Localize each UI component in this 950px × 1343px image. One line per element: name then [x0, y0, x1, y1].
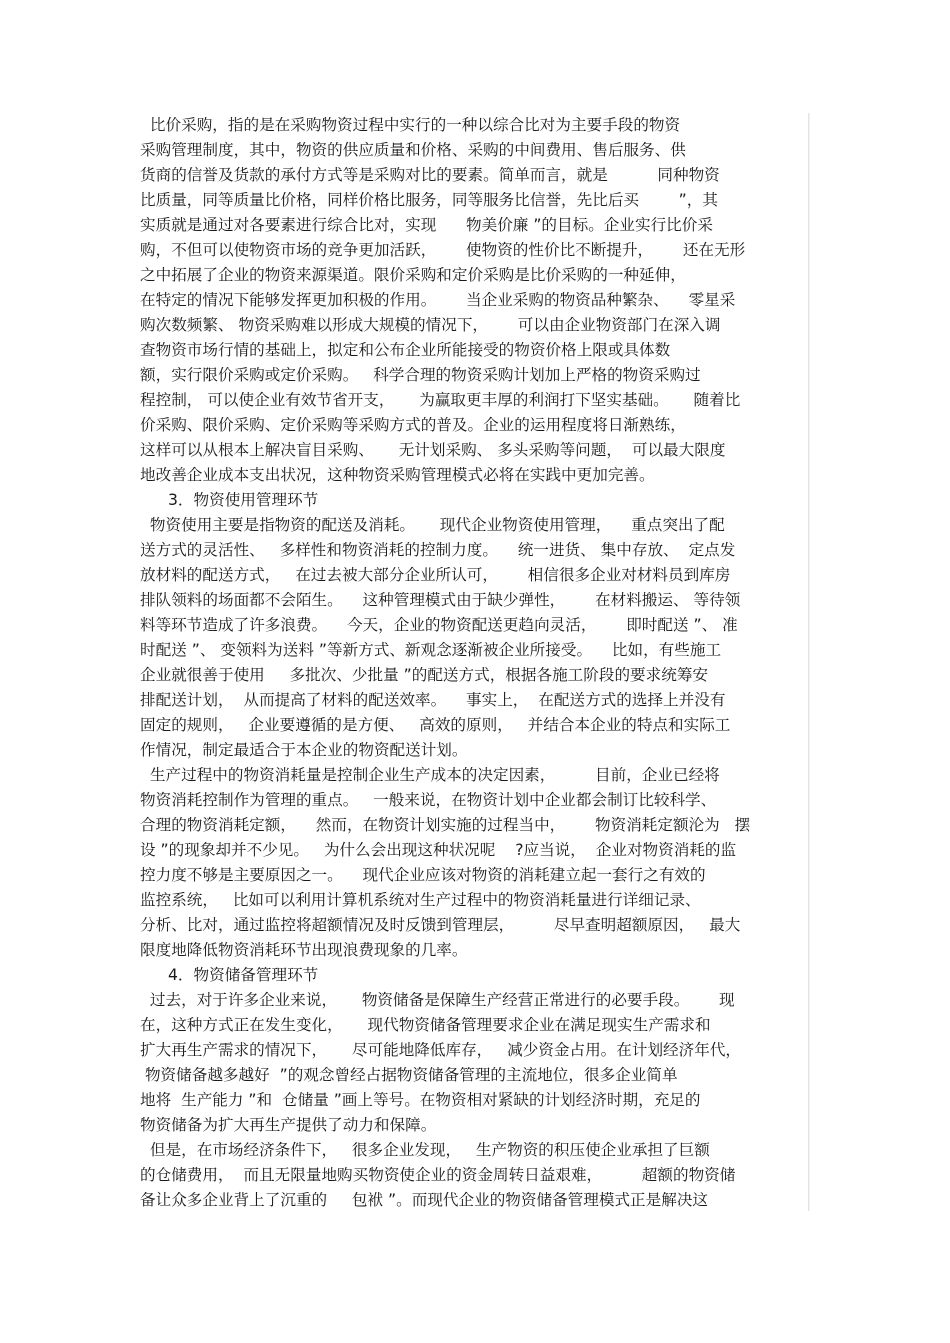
- text-line: 物资消耗控制作为管理的重点。 一般来说，在物资计划中企业都会制订比较科学、: [140, 791, 717, 809]
- text-line: 地将 生产能力 ”和 仓储量 ”画上等号。在物资相对紧缺的计划经济时期，充足的: [140, 1091, 701, 1109]
- text-line: 固定的规则， 企业要遵循的是方便、 高效的原则， 并结合本企业的特点和实际工: [140, 716, 731, 734]
- text-line: 排配送计划， 从而提高了材料的配送效率。 事实上， 在配送方式的选择上并没有: [140, 691, 726, 709]
- text-line: 查物资市场行情的基础上，拟定和公布企业所能接受的物资价格上限或具体数: [140, 341, 671, 359]
- text-line: 排队领料的场面都不会陌生。 这种管理模式由于缺少弹性， 在材料搬运、 等待领: [140, 591, 741, 609]
- text-line: 限度地降低物资消耗环节出现浪费现象的几率。: [140, 941, 468, 959]
- section-heading: 3．物资使用管理环节: [168, 491, 319, 509]
- text-line: 作情况，制定最适合于本企业的物资配送计划。: [140, 741, 468, 759]
- text-line: 物资储备越多越好 ”的观念曾经占据物资储备管理的主流地位，很多企业简单: [140, 1066, 678, 1084]
- text-line: 比质量，同等质量比价格，同样价格比服务，同等服务比信誉，先比后买 ”，其: [140, 191, 718, 209]
- text-line: 过去，对于许多企业来说， 物资储备是保障生产经营正常进行的必要手段。 现: [140, 991, 735, 1009]
- text-line: 备让众多企业背上了沉重的 包袱 ”。而现代企业的物资储备管理模式正是解决这: [140, 1191, 709, 1209]
- text-line: 物资储备为扩大再生产提供了动力和保障。: [140, 1116, 437, 1134]
- document-page: [140, 113, 809, 1211]
- text-line: 分析、比对，通过监控将超额情况及时反馈到管理层， 尽早查明超额原因， 最大: [140, 916, 741, 934]
- text-line: 监控系统， 比如可以利用计算机系统对生产过程中的物资消耗量进行详细记录、: [140, 891, 701, 909]
- text-line: 地改善企业成本支出状况，这种物资采购管理模式必将在实践中更加完善。: [140, 466, 655, 484]
- text-line: 设 ”的现象却并不少见。 为什么会出现这种状况呢 ?应当说， 企业对物资消耗的监: [140, 841, 737, 859]
- text-line: 企业就很善于使用 多批次、少批量 ”的配送方式，根据各施工阶段的要求统筹安: [140, 666, 709, 684]
- text-line: 比价采购，指的是在采购物资过程中实行的一种以综合比对为主要手段的物资: [140, 116, 681, 134]
- text-line: 购次数频繁、 物资采购难以形成大规模的情况下， 可以由企业物资部门在深入调: [140, 316, 721, 334]
- text-line: 之中拓展了企业的物资来源渠道。限价采购和定价采购是比价采购的一种延伸，: [140, 266, 686, 284]
- text-line: 在特定的情况下能够发挥更加积极的作用。 当企业采购的物资品种繁杂、 零星采: [140, 291, 736, 309]
- text-line: 额，实行限价采购或定价采购。 科学合理的物资采购计划加上严格的物资采购过: [140, 366, 701, 384]
- text-line: 在，这种方式正在发生变化， 现代物资储备管理要求企业在满足现实生产需求和: [140, 1016, 711, 1034]
- text-line: 扩大再生产需求的情况下， 尽可能地降低库存， 减少资金占用。在计划经济年代，: [140, 1041, 742, 1059]
- text-line: 价采购、限价采购、定价采购等采购方式的普及。企业的运用程度将日渐熟练，: [140, 416, 686, 434]
- text-line: 的仓储费用， 而且无限量地购买物资使企业的资金周转日益艰难， 超额的物资储: [140, 1166, 736, 1184]
- text-line: 购，不但可以使物资市场的竞争更加活跃， 使物资的性价比不断提升， 还在无形: [140, 241, 746, 259]
- text-line: 放材料的配送方式， 在过去被大部分企业所认可， 相信很多企业对材料员到库房: [140, 566, 731, 584]
- text-line: 但是，在市场经济条件下， 很多企业发现， 生产物资的积压使企业承担了巨额: [140, 1141, 710, 1159]
- text-line: 生产过程中的物资消耗量是控制企业生产成本的决定因素， 目前，企业已经将: [140, 766, 720, 784]
- text-line: 料等环节造成了许多浪费。 今天，企业的物资配送更趋向灵活， 即时配送 ”、 准: [140, 616, 738, 634]
- text-line: 送方式的灵活性、 多样性和物资消耗的控制力度。 统一进货、 集中存放、 定点发: [140, 541, 736, 559]
- section-heading: 4．物资储备管理环节: [168, 966, 319, 984]
- text-line: 程控制， 可以使企业有效节省开支， 为赢取更丰厚的利润打下坚实基础。 随着比: [140, 391, 741, 409]
- text-line: 物资使用主要是指物资的配送及消耗。 现代企业物资使用管理， 重点突出了配: [140, 516, 725, 534]
- text-line: 控力度不够是主要原因之一。 现代企业应该对物资的消耗建立起一套行之有效的: [140, 866, 706, 884]
- text-line: 这样可以从根本上解决盲目采购、 无计划采购、 多头采购等问题， 可以最大限度: [140, 441, 726, 459]
- text-line: 采购管理制度，其中，物资的供应质量和价格、采购的中间费用、售后服务、供: [140, 141, 686, 159]
- text-line: 货商的信誉及货款的承付方式等是采购对比的要素。简单而言，就是 同种物资: [140, 166, 720, 184]
- text-line: 合理的物资消耗定额， 然而，在物资计划实施的过程当中， 物资消耗定额沦为 摆: [140, 816, 751, 834]
- text-line: 实质就是通过对各要素进行综合比对，实现 物美价廉 ”的目标。企业实行比价采: [140, 216, 713, 234]
- text-line: 时配送 ”、 变领料为送料 ”等新方式、新观念逐渐被企业所接受。 比如，有些施工: [140, 641, 722, 659]
